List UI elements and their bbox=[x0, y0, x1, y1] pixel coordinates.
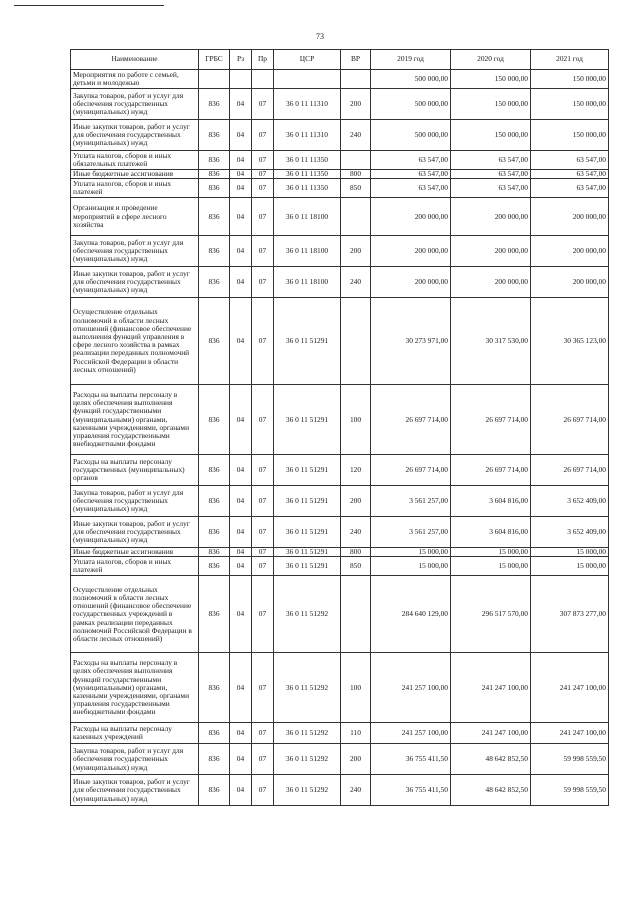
row-grbs-cell: 836 bbox=[199, 775, 230, 806]
row-rz-cell: 04 bbox=[230, 120, 252, 151]
row-vr-cell: 800 bbox=[341, 170, 371, 179]
row-vr-cell: 240 bbox=[341, 517, 371, 548]
row-grbs-cell: 836 bbox=[199, 723, 230, 744]
row-csr-cell: 36 0 11 51292 bbox=[274, 576, 341, 653]
col-header-2019: 2019 год bbox=[371, 50, 451, 70]
row-grbs-cell: 836 bbox=[199, 120, 230, 151]
row-csr-cell: 36 0 11 51291 bbox=[274, 385, 341, 455]
row-2021-cell: 26 697 714,00 bbox=[531, 385, 609, 455]
row-2020-cell: 63 547,00 bbox=[451, 151, 531, 170]
row-grbs-cell bbox=[199, 70, 230, 89]
row-vr-cell bbox=[341, 576, 371, 653]
table-row bbox=[71, 179, 609, 198]
row-2020-cell: 150 000,00 bbox=[451, 120, 531, 151]
row-2020-cell: 30 317 530,00 bbox=[451, 298, 531, 385]
row-2019-cell: 284 640 129,00 bbox=[371, 576, 451, 653]
row-2021-cell: 63 547,00 bbox=[531, 170, 609, 179]
row-vr-cell: 240 bbox=[341, 120, 371, 151]
row-pr-cell: 07 bbox=[252, 170, 274, 179]
row-vr-cell: 240 bbox=[341, 267, 371, 298]
row-vr-cell: 110 bbox=[341, 723, 371, 744]
row-name-cell: Расходы на выплаты персоналу казенных учреждений bbox=[71, 723, 199, 744]
row-csr-cell: 36 0 11 51291 bbox=[274, 298, 341, 385]
budget-table bbox=[70, 49, 609, 806]
row-name-cell: Мероприятия по работе с семьей, детьми и молодежью bbox=[71, 70, 199, 89]
row-pr-cell: 07 bbox=[252, 89, 274, 120]
row-grbs-cell: 836 bbox=[199, 170, 230, 179]
row-pr-cell: 07 bbox=[252, 548, 274, 557]
row-vr-cell: 200 bbox=[341, 486, 371, 517]
row-rz-cell: 04 bbox=[230, 557, 252, 576]
row-rz-cell: 04 bbox=[230, 455, 252, 486]
table-row bbox=[71, 517, 609, 548]
row-2021-cell: 200 000,00 bbox=[531, 267, 609, 298]
row-rz-cell: 04 bbox=[230, 775, 252, 806]
row-pr-cell: 07 bbox=[252, 151, 274, 170]
row-2019-cell: 200 000,00 bbox=[371, 267, 451, 298]
row-vr-cell: 850 bbox=[341, 179, 371, 198]
row-rz-cell: 04 bbox=[230, 179, 252, 198]
row-name-cell: Иные закупки товаров, работ и услуг для обеспечения государственных (муниципальных) нужд bbox=[71, 267, 199, 298]
header-row bbox=[71, 50, 609, 70]
row-grbs-cell: 836 bbox=[199, 744, 230, 775]
row-2021-cell: 3 652 409,00 bbox=[531, 517, 609, 548]
row-2021-cell: 150 000,00 bbox=[531, 89, 609, 120]
table-row bbox=[71, 267, 609, 298]
row-2020-cell: 48 642 852,50 bbox=[451, 744, 531, 775]
row-2020-cell: 15 000,00 bbox=[451, 557, 531, 576]
row-csr-cell: 36 0 11 18100 bbox=[274, 267, 341, 298]
row-2020-cell: 150 000,00 bbox=[451, 70, 531, 89]
row-pr-cell: 07 bbox=[252, 455, 274, 486]
row-vr-cell: 120 bbox=[341, 455, 371, 486]
row-grbs-cell: 836 bbox=[199, 198, 230, 236]
col-header-pr: Пр bbox=[252, 50, 274, 70]
row-2020-cell: 26 697 714,00 bbox=[451, 455, 531, 486]
row-rz-cell: 04 bbox=[230, 385, 252, 455]
row-vr-cell: 800 bbox=[341, 548, 371, 557]
row-rz-cell: 04 bbox=[230, 744, 252, 775]
row-2021-cell: 63 547,00 bbox=[531, 179, 609, 198]
row-2019-cell: 3 561 257,00 bbox=[371, 517, 451, 548]
row-2021-cell: 59 998 559,50 bbox=[531, 744, 609, 775]
row-2020-cell: 200 000,00 bbox=[451, 236, 531, 267]
row-2020-cell: 48 642 852,50 bbox=[451, 775, 531, 806]
row-pr-cell: 07 bbox=[252, 653, 274, 723]
table-row bbox=[71, 298, 609, 385]
row-2019-cell: 241 257 100,00 bbox=[371, 653, 451, 723]
row-2020-cell: 63 547,00 bbox=[451, 179, 531, 198]
row-vr-cell: 200 bbox=[341, 236, 371, 267]
table-row bbox=[71, 70, 609, 89]
page-number: 73 bbox=[316, 32, 324, 41]
row-2021-cell: 200 000,00 bbox=[531, 236, 609, 267]
row-pr-cell: 07 bbox=[252, 236, 274, 267]
row-grbs-cell: 836 bbox=[199, 653, 230, 723]
row-2020-cell: 241 247 100,00 bbox=[451, 723, 531, 744]
row-rz-cell: 04 bbox=[230, 486, 252, 517]
row-rz-cell: 04 bbox=[230, 723, 252, 744]
row-pr-cell: 07 bbox=[252, 267, 274, 298]
row-2019-cell: 500 000,00 bbox=[371, 89, 451, 120]
table-row bbox=[71, 576, 609, 653]
row-csr-cell: 36 0 11 51292 bbox=[274, 653, 341, 723]
table-row bbox=[71, 744, 609, 775]
row-grbs-cell: 836 bbox=[199, 486, 230, 517]
row-2019-cell: 200 000,00 bbox=[371, 198, 451, 236]
row-pr-cell: 07 bbox=[252, 775, 274, 806]
row-name-cell: Уплата налогов, сборов и иных платежей bbox=[71, 557, 199, 576]
row-2020-cell: 150 000,00 bbox=[451, 89, 531, 120]
table-row bbox=[71, 385, 609, 455]
table-row bbox=[71, 653, 609, 723]
row-vr-cell bbox=[341, 298, 371, 385]
row-csr-cell: 36 0 11 11350 bbox=[274, 179, 341, 198]
row-2021-cell: 63 547,00 bbox=[531, 151, 609, 170]
row-rz-cell: 04 bbox=[230, 517, 252, 548]
row-vr-cell: 200 bbox=[341, 89, 371, 120]
row-name-cell: Закупка товаров, работ и услуг для обеспечения государственных (муниципальных) нужд bbox=[71, 236, 199, 267]
row-csr-cell: 36 0 11 51291 bbox=[274, 486, 341, 517]
table-row bbox=[71, 120, 609, 151]
row-name-cell: Уплата налогов, сборов и иных обязательных платежей bbox=[71, 151, 199, 170]
table-row bbox=[71, 170, 609, 179]
col-header-csr: ЦСР bbox=[274, 50, 341, 70]
row-rz-cell bbox=[230, 70, 252, 89]
col-header-grbs: ГРБС bbox=[199, 50, 230, 70]
row-csr-cell: 36 0 11 51292 bbox=[274, 723, 341, 744]
row-pr-cell bbox=[252, 70, 274, 89]
row-rz-cell: 04 bbox=[230, 576, 252, 653]
row-pr-cell: 07 bbox=[252, 744, 274, 775]
row-2019-cell: 500 000,00 bbox=[371, 70, 451, 89]
row-2019-cell: 63 547,00 bbox=[371, 170, 451, 179]
table-row bbox=[71, 775, 609, 806]
row-2019-cell: 241 257 100,00 bbox=[371, 723, 451, 744]
row-csr-cell: 36 0 11 11310 bbox=[274, 89, 341, 120]
row-grbs-cell: 836 bbox=[199, 298, 230, 385]
row-2019-cell: 63 547,00 bbox=[371, 151, 451, 170]
table-row bbox=[71, 723, 609, 744]
top-rule bbox=[14, 5, 164, 6]
row-grbs-cell: 836 bbox=[199, 179, 230, 198]
row-rz-cell: 04 bbox=[230, 198, 252, 236]
row-pr-cell: 07 bbox=[252, 179, 274, 198]
row-2019-cell: 26 697 714,00 bbox=[371, 455, 451, 486]
col-header-rz: Рз bbox=[230, 50, 252, 70]
row-grbs-cell: 836 bbox=[199, 517, 230, 548]
row-2020-cell: 200 000,00 bbox=[451, 198, 531, 236]
row-vr-cell: 200 bbox=[341, 744, 371, 775]
row-csr-cell: 36 0 11 51291 bbox=[274, 548, 341, 557]
row-rz-cell: 04 bbox=[230, 548, 252, 557]
row-name-cell: Иные закупки товаров, работ и услуг для обеспечения государственных (муниципальных) нужд bbox=[71, 120, 199, 151]
table-row bbox=[71, 486, 609, 517]
table-row bbox=[71, 236, 609, 267]
row-name-cell: Закупка товаров, работ и услуг для обеспечения государственных (муниципальных) нужд bbox=[71, 89, 199, 120]
col-header-2020: 2020 год bbox=[451, 50, 531, 70]
row-csr-cell: 36 0 11 51292 bbox=[274, 775, 341, 806]
col-header-2021: 2021 год bbox=[531, 50, 609, 70]
col-header-name: Наименование bbox=[71, 50, 199, 70]
row-2020-cell: 200 000,00 bbox=[451, 267, 531, 298]
row-2020-cell: 63 547,00 bbox=[451, 170, 531, 179]
row-name-cell: Иные закупки товаров, работ и услуг для обеспечения государственных (муниципальных) нужд bbox=[71, 775, 199, 806]
row-rz-cell: 04 bbox=[230, 236, 252, 267]
row-rz-cell: 04 bbox=[230, 298, 252, 385]
row-name-cell: Осуществление отдельных полномочий в области лесных отношений (финансовое обеспечение выполнения функций управления в сфере лесного хозяйства в рамках реализации переданных полномочий Российской Федерации в области лесных отношений) bbox=[71, 298, 199, 385]
row-pr-cell: 07 bbox=[252, 385, 274, 455]
row-2020-cell: 3 604 816,00 bbox=[451, 517, 531, 548]
row-2019-cell: 3 561 257,00 bbox=[371, 486, 451, 517]
row-grbs-cell: 836 bbox=[199, 557, 230, 576]
row-grbs-cell: 836 bbox=[199, 151, 230, 170]
row-pr-cell: 07 bbox=[252, 557, 274, 576]
row-2021-cell: 307 873 277,00 bbox=[531, 576, 609, 653]
table-row bbox=[71, 557, 609, 576]
row-csr-cell: 36 0 11 51291 bbox=[274, 517, 341, 548]
row-2020-cell: 3 604 816,00 bbox=[451, 486, 531, 517]
row-pr-cell: 07 bbox=[252, 298, 274, 385]
row-pr-cell: 07 bbox=[252, 723, 274, 744]
row-vr-cell bbox=[341, 70, 371, 89]
row-2019-cell: 15 000,00 bbox=[371, 548, 451, 557]
row-2019-cell: 36 755 411,50 bbox=[371, 775, 451, 806]
row-2020-cell: 15 000,00 bbox=[451, 548, 531, 557]
row-pr-cell: 07 bbox=[252, 198, 274, 236]
row-csr-cell: 36 0 11 11310 bbox=[274, 120, 341, 151]
row-2021-cell: 150 000,00 bbox=[531, 70, 609, 89]
row-vr-cell: 240 bbox=[341, 775, 371, 806]
row-name-cell: Расходы на выплаты персоналу государственных (муниципальных) органов bbox=[71, 455, 199, 486]
row-name-cell: Иные бюджетные ассигнования bbox=[71, 170, 199, 179]
row-pr-cell: 07 bbox=[252, 576, 274, 653]
row-2021-cell: 200 000,00 bbox=[531, 198, 609, 236]
row-rz-cell: 04 bbox=[230, 267, 252, 298]
row-grbs-cell: 836 bbox=[199, 385, 230, 455]
row-2019-cell: 500 000,00 bbox=[371, 120, 451, 151]
row-name-cell: Иные закупки товаров, работ и услуг для обеспечения государственных (муниципальных) нужд bbox=[71, 517, 199, 548]
row-2021-cell: 150 000,00 bbox=[531, 120, 609, 151]
row-rz-cell: 04 bbox=[230, 151, 252, 170]
row-pr-cell: 07 bbox=[252, 486, 274, 517]
row-csr-cell: 36 0 11 11350 bbox=[274, 170, 341, 179]
table-row bbox=[71, 548, 609, 557]
row-pr-cell: 07 bbox=[252, 120, 274, 151]
row-vr-cell: 100 bbox=[341, 653, 371, 723]
row-grbs-cell: 836 bbox=[199, 89, 230, 120]
row-2021-cell: 241 247 100,00 bbox=[531, 723, 609, 744]
row-2019-cell: 200 000,00 bbox=[371, 236, 451, 267]
row-2020-cell: 241 247 100,00 bbox=[451, 653, 531, 723]
row-grbs-cell: 836 bbox=[199, 576, 230, 653]
row-csr-cell: 36 0 11 51291 bbox=[274, 557, 341, 576]
row-2021-cell: 15 000,00 bbox=[531, 557, 609, 576]
row-vr-cell bbox=[341, 198, 371, 236]
row-csr-cell: 36 0 11 51291 bbox=[274, 455, 341, 486]
row-2019-cell: 30 273 971,00 bbox=[371, 298, 451, 385]
row-2020-cell: 296 517 570,00 bbox=[451, 576, 531, 653]
row-csr-cell: 36 0 11 18100 bbox=[274, 236, 341, 267]
row-name-cell: Организация и проведение мероприятий в сфере лесного хозяйства bbox=[71, 198, 199, 236]
table-row bbox=[71, 198, 609, 236]
row-grbs-cell: 836 bbox=[199, 548, 230, 557]
row-2019-cell: 26 697 714,00 bbox=[371, 385, 451, 455]
row-grbs-cell: 836 bbox=[199, 455, 230, 486]
row-vr-cell: 850 bbox=[341, 557, 371, 576]
row-csr-cell: 36 0 11 51292 bbox=[274, 744, 341, 775]
row-rz-cell: 04 bbox=[230, 170, 252, 179]
row-2021-cell: 15 000,00 bbox=[531, 548, 609, 557]
row-vr-cell bbox=[341, 151, 371, 170]
table-row bbox=[71, 151, 609, 170]
row-name-cell: Уплата налогов, сборов и иных платежей bbox=[71, 179, 199, 198]
row-rz-cell: 04 bbox=[230, 89, 252, 120]
row-grbs-cell: 836 bbox=[199, 236, 230, 267]
row-csr-cell: 36 0 11 11350 bbox=[274, 151, 341, 170]
row-2021-cell: 30 365 123,00 bbox=[531, 298, 609, 385]
row-csr-cell bbox=[274, 70, 341, 89]
row-vr-cell: 100 bbox=[341, 385, 371, 455]
row-2021-cell: 59 998 559,50 bbox=[531, 775, 609, 806]
row-2019-cell: 63 547,00 bbox=[371, 179, 451, 198]
row-pr-cell: 07 bbox=[252, 517, 274, 548]
row-2021-cell: 26 697 714,00 bbox=[531, 455, 609, 486]
row-name-cell: Расходы на выплаты персоналу в целях обеспечения выполнения функций государственными (муниципальными) органами, казенными учреждениями, органами управления государственными внебюджетными фондами bbox=[71, 653, 199, 723]
table-row bbox=[71, 89, 609, 120]
table-row bbox=[71, 455, 609, 486]
row-name-cell: Закупка товаров, работ и услуг для обеспечения государственных (муниципальных) нужд bbox=[71, 744, 199, 775]
row-2019-cell: 36 755 411,50 bbox=[371, 744, 451, 775]
row-rz-cell: 04 bbox=[230, 653, 252, 723]
row-grbs-cell: 836 bbox=[199, 267, 230, 298]
row-2021-cell: 241 247 100,00 bbox=[531, 653, 609, 723]
row-name-cell: Закупка товаров, работ и услуг для обеспечения государственных (муниципальных) нужд bbox=[71, 486, 199, 517]
row-name-cell: Иные бюджетные ассигнования bbox=[71, 548, 199, 557]
row-2021-cell: 3 652 409,00 bbox=[531, 486, 609, 517]
row-name-cell: Осуществление отдельных полномочий в области лесных отношений (финансовое обеспечение государственных учреждений в рамках реализации переданных полномочий Российской Федерации в области лесных отношений) bbox=[71, 576, 199, 653]
row-name-cell: Расходы на выплаты персоналу в целях обеспечения выполнения функций государственными (муниципальными) органами, казенными учреждениями, органами управления государственными внебюджетными фондами bbox=[71, 385, 199, 455]
row-csr-cell: 36 0 11 18100 bbox=[274, 198, 341, 236]
row-2019-cell: 15 000,00 bbox=[371, 557, 451, 576]
row-2020-cell: 26 697 714,00 bbox=[451, 385, 531, 455]
col-header-vr: ВР bbox=[341, 50, 371, 70]
